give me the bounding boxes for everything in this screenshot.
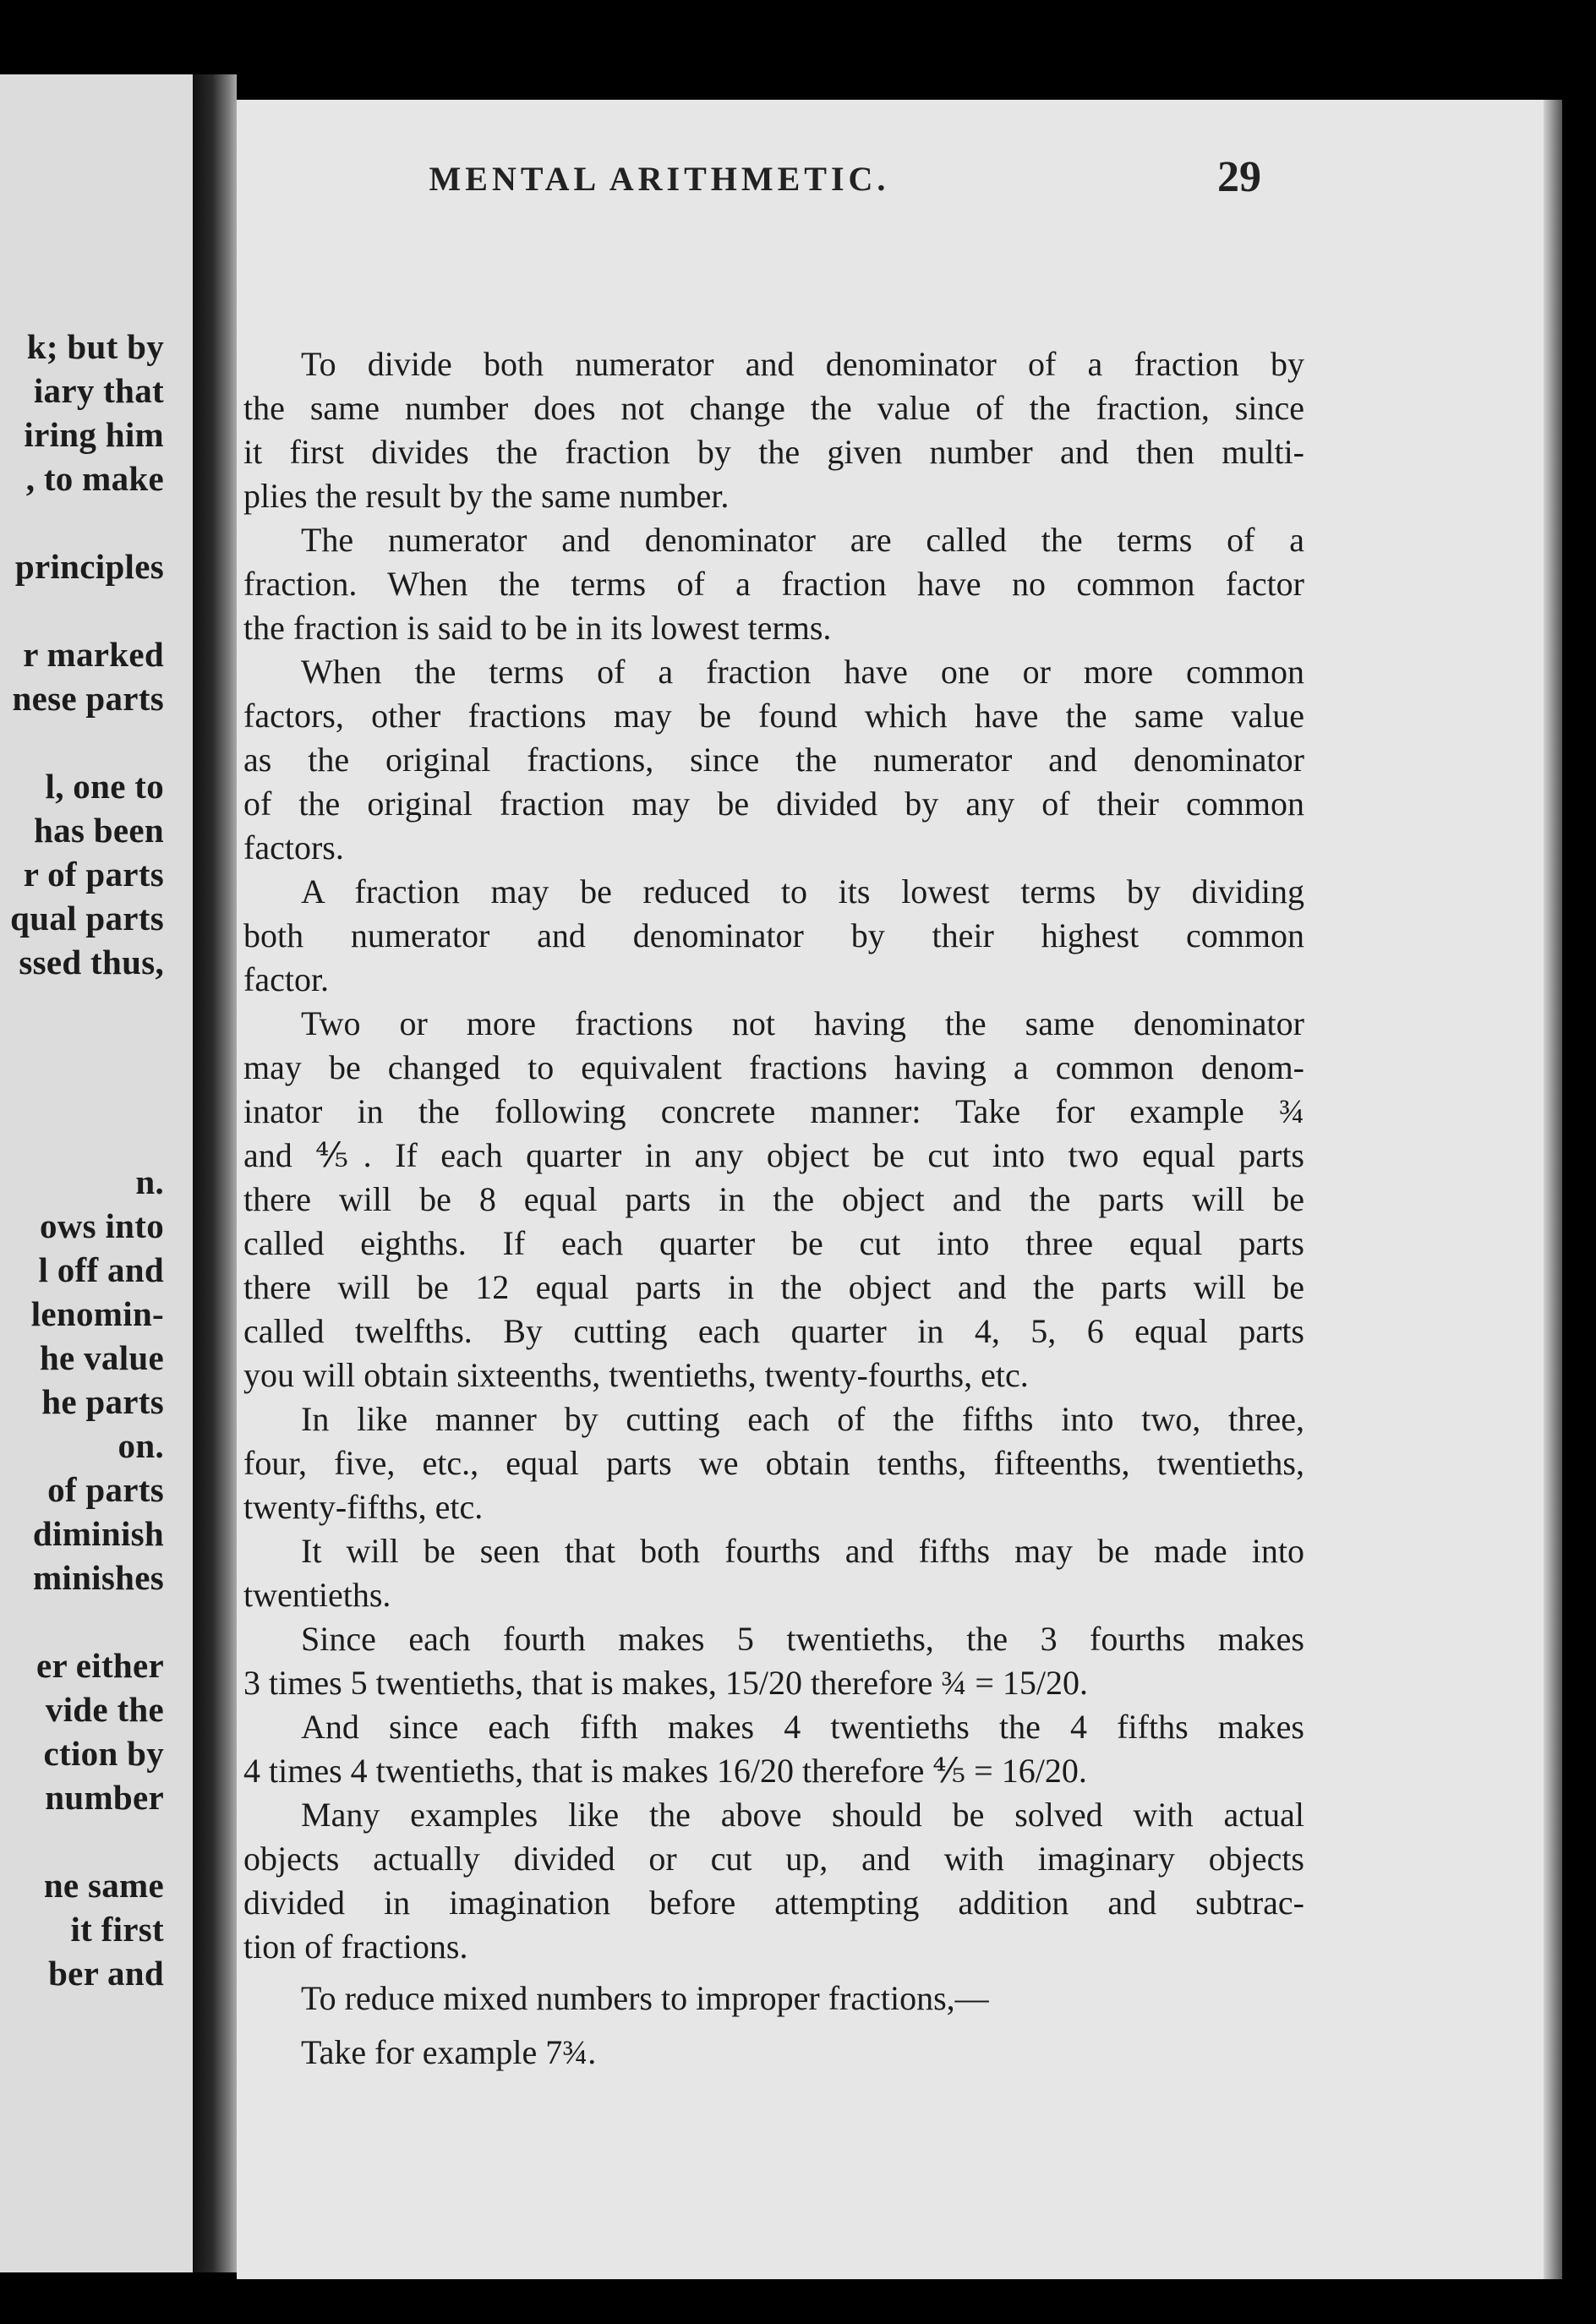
text-line: It will be seen that both fourths and fifths may be made into — [301, 1532, 1304, 1570]
text-line: twentieths. — [243, 1576, 391, 1614]
text-line: four, five, etc., equal parts we obtain tenths, fifteenths, twentieths, — [243, 1444, 1304, 1482]
text-line: of the original fraction may be divided by any of their common — [243, 785, 1304, 823]
text-line: 4 times 4 twentieths, that is makes 16/20 therefore ⅘ = 16/20. — [243, 1752, 1087, 1790]
text-line: the fraction is said to be in its lowest terms. — [243, 609, 832, 647]
text-line: objects actually divided or cut up, and with imaginary objects — [243, 1840, 1304, 1878]
left-page-line: k; but by — [26, 327, 164, 366]
left-page-line: ows into — [39, 1206, 164, 1245]
text-line: The numerator and denominator are called the terms of a — [301, 521, 1304, 559]
text-line: 3 times 5 twentieths, that is makes, 15/20 therefore ¾ = 15/20. — [243, 1664, 1089, 1702]
running-header: MENTAL ARITHMETIC. — [429, 160, 890, 198]
text-line: Many examples like the above should be solved with actual — [301, 1796, 1304, 1834]
left-page-line: he value — [39, 1338, 164, 1377]
left-page-line: qual parts — [10, 899, 164, 938]
left-page-line: er either — [36, 1646, 164, 1685]
text-line: factors. — [243, 828, 344, 867]
text-line: may be changed to equivalent fractions having a common denom- — [243, 1048, 1304, 1086]
left-page-line: , to make — [25, 459, 164, 498]
left-page-line: number — [45, 1778, 164, 1817]
text-line: When the terms of a fraction have one or more common — [301, 653, 1304, 691]
page-number: 29 — [1217, 153, 1261, 201]
text-line: twenty-fifths, etc. — [243, 1488, 484, 1526]
left-page-line: vide the — [45, 1690, 164, 1729]
text-line: and ⅘. If each quarter in any object be cut into two equal parts — [243, 1136, 1304, 1174]
left-page-line: minishes — [32, 1558, 164, 1597]
text-line: called eighths. If each quarter be cut into three equal parts — [243, 1224, 1304, 1262]
text-line: divided in imagination before attempting addition and subtrac- — [243, 1884, 1304, 1922]
text-line: inator in the following concrete manner: Take for example ¾ — [243, 1092, 1304, 1130]
text-line: Since each fourth makes 5 twentieths, the 3 fourths makes — [301, 1620, 1304, 1658]
text-line: In like manner by cutting each of the fifths into two, three, — [301, 1400, 1304, 1438]
left-page-line: it first — [70, 1910, 164, 1949]
text-line: tion of fractions. — [243, 1928, 468, 1966]
left-page-line: principles — [14, 547, 164, 586]
text-line: as the original fractions, since the numerator and denominator — [243, 741, 1304, 779]
text-line: both numerator and denominator by their highest common — [243, 916, 1304, 954]
left-page-line: r marked — [23, 635, 164, 674]
left-page-line: l off and — [38, 1250, 164, 1289]
left-page-line: diminish — [32, 1514, 164, 1553]
text-line: To reduce mixed numbers to improper fractions,— — [301, 1979, 989, 2017]
left-page-line: ber and — [48, 1954, 164, 1993]
text-line: there will be 8 equal parts in the object and the parts will be — [243, 1180, 1304, 1218]
text-line: there will be 12 equal parts in the object and the parts will be — [243, 1268, 1304, 1306]
left-page-line: r of parts — [23, 855, 164, 894]
left-page-line: ction by — [43, 1734, 164, 1773]
text-line: fraction. When the terms of a fraction have no common factor — [243, 565, 1304, 603]
text-line: plies the result by the same number. — [243, 477, 730, 515]
left-page-line: iring him — [24, 415, 164, 454]
text-line: factor. — [243, 960, 330, 998]
left-page-line: ne same — [43, 1866, 164, 1905]
text-line: factors, other fractions may be found which have the same value — [243, 697, 1304, 735]
left-page-line: nese parts — [12, 679, 164, 718]
left-page-line: iary that — [33, 371, 164, 410]
text-line: called twelfths. By cutting each quarter in 4, 5, 6 equal parts — [243, 1312, 1304, 1350]
text-line: Two or more fractions not having the same denominator — [301, 1004, 1304, 1042]
text-line: To divide both numerator and denominator of a fraction by — [301, 345, 1304, 383]
left-page-line: has been — [34, 811, 164, 850]
text-line: it first divides the fraction by the given number and then multi- — [243, 433, 1304, 471]
text-line: And since each fifth makes 4 twentieths the 4 fifths makes — [301, 1708, 1304, 1746]
left-page-line: of parts — [47, 1470, 164, 1509]
text-line: A fraction may be reduced to its lowest terms by dividing — [301, 872, 1304, 910]
left-page-line: l, one to — [45, 767, 164, 806]
text-line: Take for example 7¾. — [301, 2033, 597, 2071]
left-page-line: n. — [135, 1162, 164, 1201]
text-line: the same number does not change the value of the fraction, since — [243, 389, 1304, 427]
left-page-line: ssed thus, — [19, 943, 164, 982]
left-page-line: on. — [118, 1426, 164, 1465]
left-page-line: lenomin- — [30, 1294, 164, 1333]
left-page-line: he parts — [41, 1382, 164, 1421]
text-line: you will obtain sixteenths, twentieths, twenty-fourths, etc. — [243, 1356, 1029, 1394]
